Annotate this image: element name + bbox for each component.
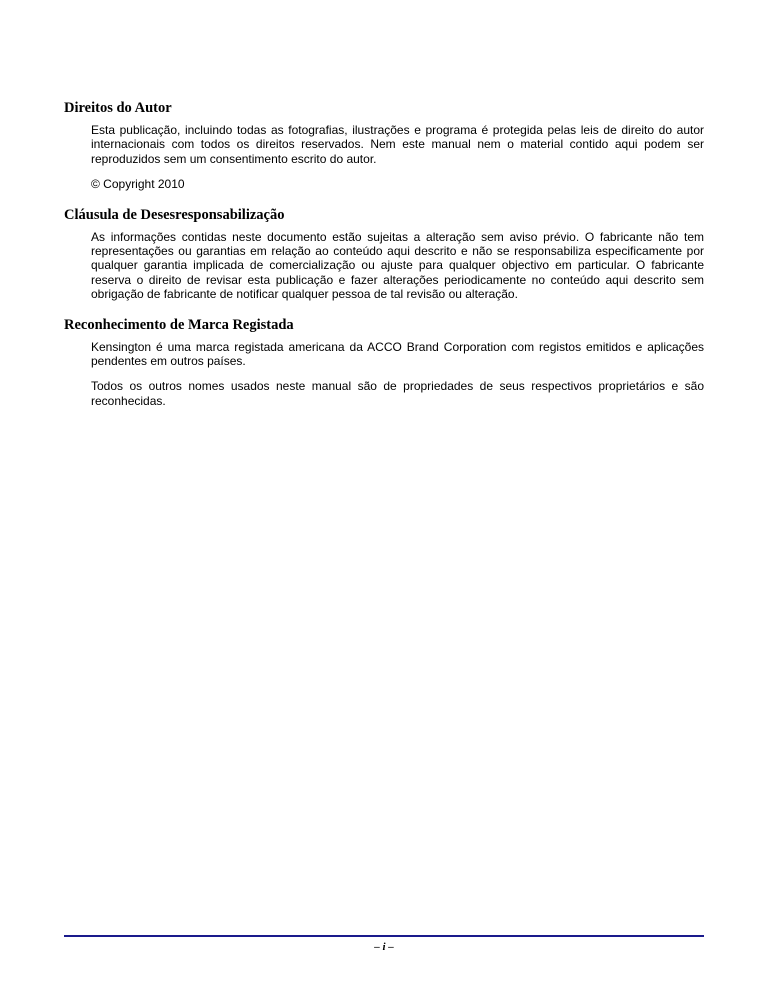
section-heading-copyright: Direitos do Autor — [64, 100, 172, 116]
page-number: – i – — [374, 941, 394, 953]
trademark-paragraph-kensington: Kensington é uma marca registada americana da ACCO Brand Corporation com registos emitidos e aplicações pendentes em outros países. — [91, 339, 704, 369]
disclaimer-paragraph: As informações contidas neste documento estão sujeitas a alteração sem aviso prévio. O fabricante não tem representações ou garantias em relação ao conteúdo aqui descrito e não se responsabiliza especificamente por qualquer garantia implicada de comercialização ou ajuste para qualquer objectivo em particular. O fabricante reserva o direito de revisar esta publicação e fazer alterações periodicamente no conteúdo aqui descrito sem obrigação de fabricante de notificar qualquer pessoa de tal revisão ou alteração. — [91, 229, 704, 302]
section-trademark — [64, 316, 704, 409]
section-heading-disclaimer: Cláusula de Desesresponsabilização — [64, 206, 285, 223]
footer-rule — [64, 935, 704, 937]
page-content — [64, 99, 704, 408]
section-copyright — [64, 99, 704, 192]
copyright-paragraph: Esta publicação, incluindo todas as fotografias, ilustrações e programa é protegida pelas leis de direito do autor internacionais com todos os direitos reservados. Nem este manual nem o material contido aqui podem ser reproduzidos sem um consentimento escrito do autor. — [91, 123, 704, 166]
trademark-paragraph-others: Todos os outros nomes usados neste manual são de propriedades de seus respectivos proprietários e são reconhecidas. — [91, 379, 704, 408]
section-heading-trademark: Reconhecimento de Marca Registada — [64, 316, 294, 333]
section-disclaimer — [64, 206, 704, 302]
copyright-notice: © Copyright 2010 — [91, 177, 185, 192]
